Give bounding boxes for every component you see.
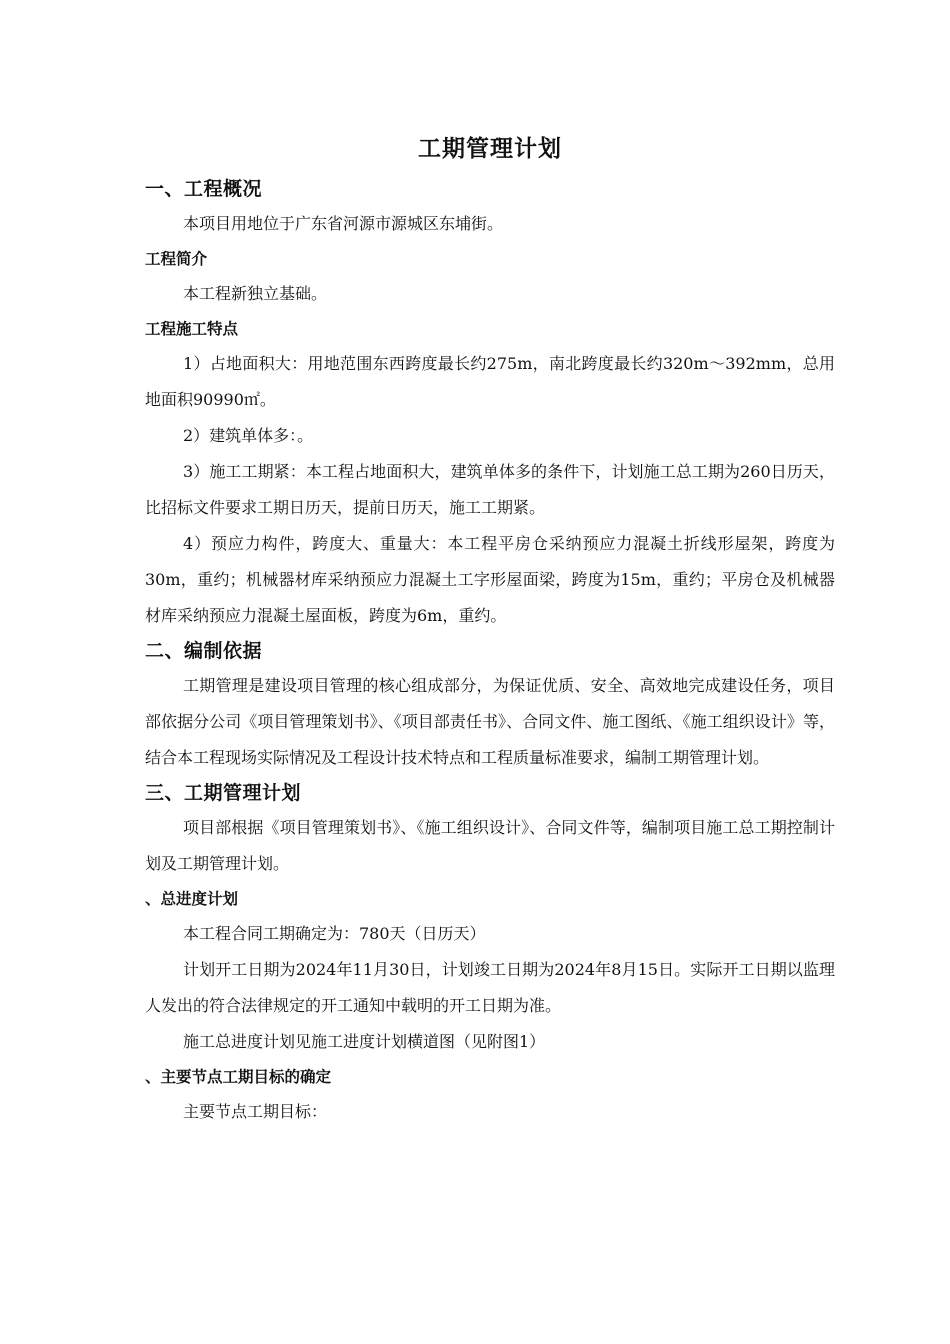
- subheading-construction-features: 工程施工特点: [145, 320, 239, 338]
- feature-item-2: 2）建筑单体多：。: [183, 426, 314, 445]
- section-heading-schedule-plan: 三、工期管理计划: [145, 782, 302, 804]
- document-title: 工期管理计划: [418, 136, 562, 162]
- subheading-master-schedule: 、总进度计划: [145, 890, 239, 908]
- paragraph-project-intro: 本工程新独立基础。: [183, 284, 328, 303]
- paragraph-schedule-intro: 项目部根据《项目管理策划书》、《施工组织设计》、合同文件等，编制项目施工总工期控制计划及工期管理计划。: [145, 818, 835, 873]
- paragraph-basis: 工期管理是建设项目管理的核心组成部分，为保证优质、安全、高效地完成建设任务，项目部依据分公司《项目管理策划书》、《项目部责任书》、合同文件、施工图纸、《施工组织设计》等，结合本工程现场实际情况及工程设计技术特点和工程质量标准要求，编制工期管理计划。: [145, 676, 835, 767]
- document-page: [145, 130, 835, 1130]
- subheading-milestones: 、主要节点工期目标的确定: [145, 1068, 332, 1086]
- paragraph-milestones: 主要节点工期目标：: [183, 1102, 328, 1121]
- section-heading-overview: 一、工程概况: [145, 178, 263, 200]
- feature-item-3: 3）施工工期紧：本工程占地面积大，建筑单体多的条件下，计划施工总工期为260日历天，比招标文件要求工期日历天，提前日历天，施工工期紧。: [145, 462, 835, 517]
- paragraph-contract-duration: 本工程合同工期确定为：780天（日历天）: [183, 924, 486, 943]
- subheading-project-intro: 工程简介: [145, 250, 208, 268]
- feature-item-4: 4）预应力构件，跨度大、重量大：本工程平房仓采纳预应力混凝土折线形屋架，跨度为30m，重约；机械器材库采纳预应力混凝土工字形屋面梁，跨度为15m，重约；平房仓及机械器材库采纳预应力混凝土屋面板，跨度为6m，重约。: [145, 534, 835, 625]
- paragraph-start-end-dates: 计划开工日期为2024年11月30日，计划竣工日期为2024年8月15日。实际开工日期以监理人发出的符合法律规定的开工通知中载明的开工日期为准。: [145, 960, 835, 1015]
- paragraph-gantt-reference: 施工总进度计划见施工进度计划横道图（见附图1）: [183, 1032, 546, 1051]
- feature-item-1: 1）占地面积大：用地范围东西跨度最长约275m，南北跨度最长约320m～392mm，总用地面积90990㎡。: [145, 354, 835, 409]
- section-heading-basis: 二、编制依据: [145, 640, 263, 662]
- paragraph-location: 本项目用地位于广东省河源市源城区东埔街。: [183, 214, 504, 233]
